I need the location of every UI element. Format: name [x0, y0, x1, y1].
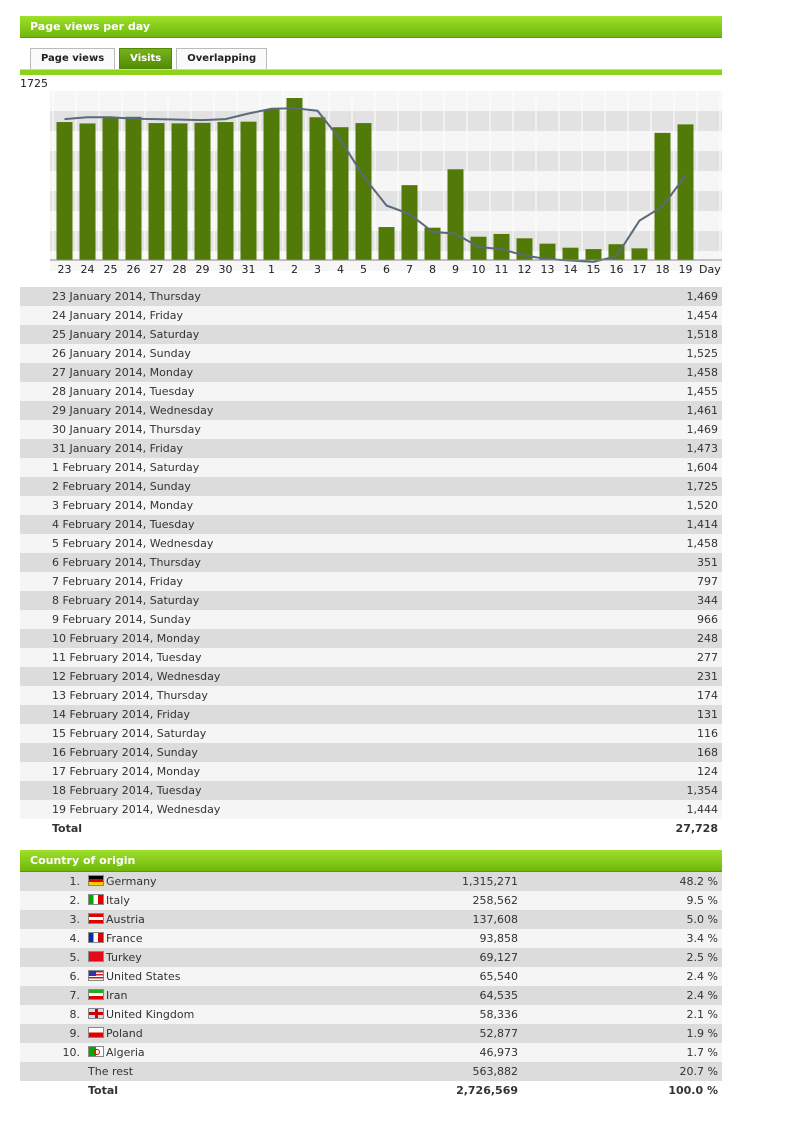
section-title: Page views per day: [30, 20, 151, 33]
bar-2: [287, 98, 303, 260]
value-cell: 248: [590, 629, 722, 648]
country-name: Germany: [106, 875, 157, 888]
x-tick-label: 23: [57, 263, 72, 276]
rank-cell: 4.: [20, 929, 86, 948]
country-row: [20, 1043, 722, 1062]
bar-6: [379, 227, 395, 260]
table-row: [20, 420, 722, 439]
date-cell: 6 February 2014, Thursday: [20, 553, 590, 572]
x-tick-label: 16: [609, 263, 624, 276]
x-tick-label: 31: [241, 263, 256, 276]
percent-cell: 1.7 %: [518, 1043, 722, 1062]
date-cell: 18 February 2014, Tuesday: [20, 781, 590, 800]
country-row: [20, 910, 722, 929]
tab-underline: [20, 69, 722, 75]
table-row: [20, 534, 722, 553]
table-row: [20, 439, 722, 458]
date-cell: 1 February 2014, Saturday: [20, 458, 590, 477]
country-name-cell: The rest: [86, 1062, 358, 1081]
country-name-cell: [86, 1024, 358, 1043]
percent-cell: 2.5 %: [518, 948, 722, 967]
total-row: [20, 1081, 722, 1100]
date-cell: 29 January 2014, Wednesday: [20, 401, 590, 420]
country-row: [20, 948, 722, 967]
flag-icon: [88, 894, 104, 905]
section-title: Country of origin: [30, 854, 136, 867]
percent-cell: 2.1 %: [518, 1005, 722, 1024]
value-cell: 966: [590, 610, 722, 629]
country-name: France: [106, 932, 143, 945]
bar-25: [103, 117, 119, 260]
country-row: [20, 1024, 722, 1043]
tab-page-views[interactable]: Page views: [30, 48, 115, 69]
flag-icon: [88, 951, 104, 962]
x-tick-label: 3: [314, 263, 321, 276]
date-cell: 26 January 2014, Sunday: [20, 344, 590, 363]
date-cell: 31 January 2014, Friday: [20, 439, 590, 458]
value-cell: 351: [590, 553, 722, 572]
date-cell: 10 February 2014, Monday: [20, 629, 590, 648]
rank-cell: 9.: [20, 1024, 86, 1043]
rank-cell: 3.: [20, 910, 86, 929]
date-cell: 27 January 2014, Monday: [20, 363, 590, 382]
date-cell: 30 January 2014, Thursday: [20, 420, 590, 439]
total-row: [20, 819, 722, 838]
date-cell: 5 February 2014, Wednesday: [20, 534, 590, 553]
table-row: [20, 667, 722, 686]
table-row: [20, 610, 722, 629]
x-tick-label: 10: [471, 263, 486, 276]
bar-19: [678, 124, 694, 260]
count-cell: 64,535: [358, 986, 518, 1005]
count-cell: 52,877: [358, 1024, 518, 1043]
country-name: Iran: [106, 989, 128, 1002]
country-name: Turkey: [106, 951, 142, 964]
x-tick-label: 15: [586, 263, 601, 276]
flag-icon: [88, 913, 104, 924]
table-row: [20, 724, 722, 743]
x-tick-label: 28: [172, 263, 187, 276]
value-cell: 131: [590, 705, 722, 724]
count-cell: 2,726,569: [358, 1081, 518, 1100]
value-cell: 1,461: [590, 401, 722, 420]
bar-23: [57, 122, 73, 260]
rank-cell: 6.: [20, 967, 86, 986]
date-cell: 25 January 2014, Saturday: [20, 325, 590, 344]
x-tick-label: 12: [517, 263, 532, 276]
percent-cell: 3.4 %: [518, 929, 722, 948]
table-row: [20, 401, 722, 420]
table-row: [20, 325, 722, 344]
value-cell: 168: [590, 743, 722, 762]
x-axis-label: Day: [699, 263, 721, 276]
flag-icon: [88, 875, 104, 886]
table-row: [20, 743, 722, 762]
x-tick-label: 24: [80, 263, 95, 276]
flag-icon: [88, 970, 104, 981]
total-value: 27,728: [590, 819, 722, 838]
table-row: [20, 306, 722, 325]
bar-28: [172, 123, 188, 260]
table-row: [20, 363, 722, 382]
bar-5: [356, 123, 372, 260]
country-name-cell: [86, 967, 358, 986]
country-row: [20, 872, 722, 891]
country-name: United Kingdom: [106, 1008, 195, 1021]
country-row: [20, 929, 722, 948]
country-name: United States: [106, 970, 181, 983]
percent-cell: 100.0 %: [518, 1081, 722, 1100]
rank-cell: 2.: [20, 891, 86, 910]
count-cell: 563,882: [358, 1062, 518, 1081]
table-row: [20, 287, 722, 306]
tab-visits[interactable]: Visits: [119, 48, 172, 69]
country-row: [20, 1005, 722, 1024]
count-cell: 1,315,271: [358, 872, 518, 891]
value-cell: 231: [590, 667, 722, 686]
y-max-label: 1725: [20, 77, 48, 90]
date-cell: 16 February 2014, Sunday: [20, 743, 590, 762]
value-cell: 1,414: [590, 515, 722, 534]
date-cell: 7 February 2014, Friday: [20, 572, 590, 591]
country-name-cell: [86, 1005, 358, 1024]
date-cell: 13 February 2014, Thursday: [20, 686, 590, 705]
flag-icon: [88, 932, 104, 943]
country-name-cell: [86, 948, 358, 967]
x-tick-label: 11: [494, 263, 509, 276]
country-name-cell: [86, 910, 358, 929]
x-tick-label: 18: [655, 263, 670, 276]
percent-cell: 9.5 %: [518, 891, 722, 910]
date-cell: 14 February 2014, Friday: [20, 705, 590, 724]
percent-cell: 2.4 %: [518, 986, 722, 1005]
value-cell: 1,469: [590, 420, 722, 439]
rank-cell: 5.: [20, 948, 86, 967]
percent-cell: 1.9 %: [518, 1024, 722, 1043]
rank-cell: 7.: [20, 986, 86, 1005]
table-row: [20, 382, 722, 401]
x-tick-label: 5: [360, 263, 367, 276]
date-cell: 28 January 2014, Tuesday: [20, 382, 590, 401]
percent-cell: 2.4 %: [518, 967, 722, 986]
value-cell: 797: [590, 572, 722, 591]
flag-icon: [88, 1008, 104, 1019]
date-cell: 8 February 2014, Saturday: [20, 591, 590, 610]
x-tick-label: 26: [126, 263, 141, 276]
country-name: Poland: [106, 1027, 143, 1040]
table-row: [20, 800, 722, 819]
count-cell: 137,608: [358, 910, 518, 929]
country-row: [20, 967, 722, 986]
value-cell: 1,725: [590, 477, 722, 496]
bar-26: [126, 117, 142, 260]
date-cell: 19 February 2014, Wednesday: [20, 800, 590, 819]
rank-cell: [20, 1062, 86, 1081]
date-cell: 23 January 2014, Thursday: [20, 287, 590, 306]
country-row: [20, 986, 722, 1005]
rest-row: [20, 1062, 722, 1081]
value-cell: 277: [590, 648, 722, 667]
country-name: Algeria: [106, 1046, 145, 1059]
country-name-cell: [86, 929, 358, 948]
count-cell: 65,540: [358, 967, 518, 986]
x-tick-label: 29: [195, 263, 210, 276]
rank-cell: 1.: [20, 872, 86, 891]
visits-chart: [20, 76, 722, 278]
table-row: [20, 458, 722, 477]
x-tick-label: 25: [103, 263, 118, 276]
bar-24: [80, 123, 96, 260]
total-label: Total: [20, 819, 590, 838]
country-name-cell: [86, 986, 358, 1005]
country-table: [20, 872, 722, 1100]
section-header-page-views: [20, 16, 722, 38]
value-cell: 116: [590, 724, 722, 743]
date-cell: 12 February 2014, Wednesday: [20, 667, 590, 686]
table-row: [20, 705, 722, 724]
value-cell: 1,518: [590, 325, 722, 344]
bar-3: [310, 117, 326, 260]
value-cell: 124: [590, 762, 722, 781]
x-tick-label: 9: [452, 263, 459, 276]
bar-11: [494, 234, 510, 260]
table-row: [20, 477, 722, 496]
percent-cell: 20.7 %: [518, 1062, 722, 1081]
x-tick-label: 14: [563, 263, 578, 276]
bar-31: [241, 122, 257, 260]
x-tick-label: 13: [540, 263, 555, 276]
value-cell: 1,520: [590, 496, 722, 515]
table-row: [20, 572, 722, 591]
bar-29: [195, 123, 211, 260]
table-row: [20, 686, 722, 705]
rank-cell: 10.: [20, 1043, 86, 1062]
value-cell: 1,525: [590, 344, 722, 363]
rank-cell: [20, 1081, 86, 1100]
date-cell: 3 February 2014, Monday: [20, 496, 590, 515]
value-cell: 1,444: [590, 800, 722, 819]
bar-15: [586, 249, 602, 260]
table-row: [20, 629, 722, 648]
table-row: [20, 553, 722, 572]
bar-14: [563, 248, 579, 260]
value-cell: 1,473: [590, 439, 722, 458]
value-cell: 344: [590, 591, 722, 610]
grid-band: [50, 91, 722, 111]
section-header-country: [20, 850, 722, 872]
value-cell: 1,604: [590, 458, 722, 477]
daily-table: [20, 287, 722, 838]
bar-17: [632, 248, 648, 260]
count-cell: 93,858: [358, 929, 518, 948]
value-cell: 1,458: [590, 534, 722, 553]
country-name-cell: [86, 891, 358, 910]
table-row: [20, 648, 722, 667]
date-cell: 4 February 2014, Tuesday: [20, 515, 590, 534]
x-tick-label: 4: [337, 263, 344, 276]
bar-18: [655, 133, 671, 260]
count-cell: 69,127: [358, 948, 518, 967]
country-name: Italy: [106, 894, 130, 907]
percent-cell: 5.0 %: [518, 910, 722, 929]
flag-icon: [88, 1046, 104, 1057]
count-cell: 46,973: [358, 1043, 518, 1062]
x-tick-label: 17: [632, 263, 647, 276]
x-tick-label: 19: [678, 263, 693, 276]
bar-7: [402, 185, 418, 260]
x-tick-label: 7: [406, 263, 413, 276]
table-row: [20, 496, 722, 515]
country-name: Austria: [106, 913, 145, 926]
x-tick-label: 1: [268, 263, 275, 276]
date-cell: 9 February 2014, Sunday: [20, 610, 590, 629]
table-row: [20, 344, 722, 363]
value-cell: 1,458: [590, 363, 722, 382]
bar-27: [149, 123, 165, 260]
date-cell: 17 February 2014, Monday: [20, 762, 590, 781]
date-cell: 24 January 2014, Friday: [20, 306, 590, 325]
value-cell: 1,469: [590, 287, 722, 306]
percent-cell: 48.2 %: [518, 872, 722, 891]
country-row: [20, 891, 722, 910]
x-tick-label: 6: [383, 263, 390, 276]
x-tick-label: 2: [291, 263, 298, 276]
country-name-cell: [86, 1043, 358, 1062]
rank-cell: 8.: [20, 1005, 86, 1024]
country-name-cell: [86, 872, 358, 891]
bar-1: [264, 109, 280, 260]
table-row: [20, 591, 722, 610]
value-cell: 174: [590, 686, 722, 705]
table-row: [20, 762, 722, 781]
bar-30: [218, 122, 234, 260]
tab-bar: [30, 48, 271, 69]
table-row: [20, 515, 722, 534]
count-cell: 58,336: [358, 1005, 518, 1024]
tab-overlapping[interactable]: Overlapping: [176, 48, 267, 69]
country-name-cell: Total: [86, 1081, 358, 1100]
bar-9: [448, 169, 464, 260]
value-cell: 1,455: [590, 382, 722, 401]
value-cell: 1,354: [590, 781, 722, 800]
date-cell: 15 February 2014, Saturday: [20, 724, 590, 743]
table-row: [20, 781, 722, 800]
flag-icon: [88, 989, 104, 1000]
date-cell: 11 February 2014, Tuesday: [20, 648, 590, 667]
value-cell: 1,454: [590, 306, 722, 325]
x-tick-label: 27: [149, 263, 164, 276]
x-tick-label: 30: [218, 263, 233, 276]
x-tick-label: 8: [429, 263, 436, 276]
date-cell: 2 February 2014, Sunday: [20, 477, 590, 496]
flag-icon: [88, 1027, 104, 1038]
count-cell: 258,562: [358, 891, 518, 910]
